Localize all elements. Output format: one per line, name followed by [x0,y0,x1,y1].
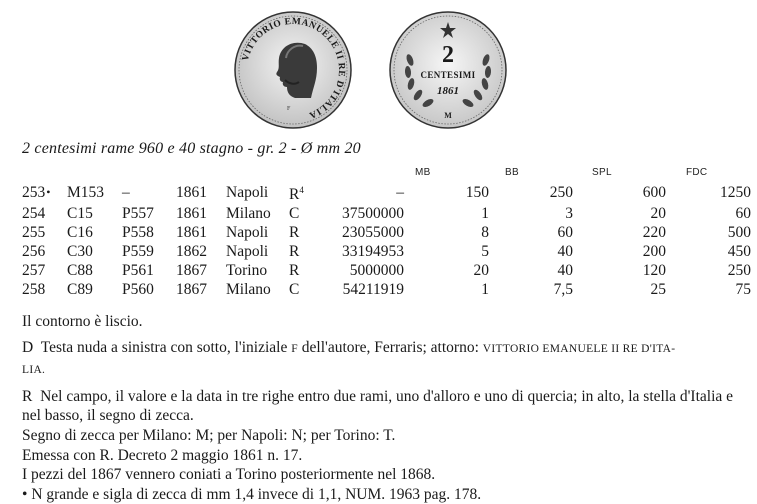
cell-rarity-text: C [289,281,300,299]
cell-bb [489,223,573,242]
cell-ref1 [67,204,122,223]
reverse-value: 2 [442,42,454,68]
cell-fdc-text: 500 [727,224,751,242]
cell-fdc [666,181,751,204]
cell-rarity [289,242,309,261]
table-row [22,280,751,299]
cell-mint-text: Napoli [226,243,269,261]
cell-spl [573,242,666,261]
cell-spl-text: 220 [642,224,666,242]
cell-bb-text: 60 [557,224,573,242]
cell-ref1 [67,181,122,204]
table-row [22,261,751,280]
cell-ref1 [67,242,122,261]
cell-qty [309,181,404,204]
cell-mint-text: Torino [226,262,268,280]
cell-num-text: 255 [22,224,46,242]
table-row [22,204,751,223]
cell-mint-text: Napoli [226,224,269,242]
cell-mint [226,261,289,280]
cell-qty [309,261,404,280]
cell-ref2-text: P560 [122,281,154,299]
cell-mb-text: 5 [481,243,489,261]
cell-mint [226,223,289,242]
cell-fdc [666,223,751,242]
cell-spl-text: 600 [642,184,666,202]
cell-mint [226,242,289,261]
cell-year [176,242,226,261]
cell-year-text: 1861 [176,184,207,202]
cell-mint [226,181,289,204]
reverse-text: Nel campo, il valore e la data in tre righe entro due rami, uno d'alloro e uno di quercia; in alto, la stella d'Italia e nel basso, il segno di zecca. [22,387,734,425]
cell-ref2-text: – [122,184,130,202]
cell-fdc-text: 250 [727,262,751,280]
cell-ref1-text: C30 [67,243,93,261]
cell-num [22,181,67,204]
cell-rarity-text: C [289,205,300,223]
decree-note: Emessa con R. Decreto 2 maggio 1861 n. 17. [22,446,303,464]
cell-rarity [289,204,309,223]
cell-year [176,261,226,280]
cell-ref1-text: M153 [67,184,105,202]
pieces-note: I pezzi del 1867 vennero coniati a Torino posteriormente nel 1868. [22,466,436,484]
cell-spl-text: 120 [642,262,666,280]
cell-ref2 [122,261,176,280]
cell-ref2-text: P559 [122,243,154,261]
reverse-coin-image [388,10,508,130]
cell-fdc-text: 1250 [720,184,751,202]
obverse-text: Testa nuda a sinistra con sotto, l'iniziale [40,338,288,356]
cell-fdc [666,242,751,261]
cell-fdc-text: 60 [735,205,751,223]
cell-bb [489,204,573,223]
cell-num-text: 254 [22,205,46,223]
cell-mb-text: 1 [481,281,489,299]
cell-num-text: 257 [22,262,46,280]
notes [22,312,742,504]
cell-qty [309,223,404,242]
cell-ref2 [122,280,176,299]
cell-bb [489,261,573,280]
cell-bb [489,181,573,204]
obverse-note [22,338,742,381]
cell-year [176,280,226,299]
cell-spl [573,261,666,280]
catalog-table [22,181,751,299]
header-spl: SPL [592,167,612,178]
cell-rarity-text: R [289,224,300,242]
cell-qty [309,204,404,223]
footnote-mark: • [22,485,28,503]
cell-bb-text: 40 [557,262,573,280]
cell-year [176,223,226,242]
cell-qty-text: 37500000 [342,205,404,223]
cell-qty-text: 23055000 [342,224,404,242]
cell-qty-text: 33194953 [342,243,404,261]
cell-spl [573,280,666,299]
cell-num [22,223,67,242]
cell-ref1-text: C89 [67,281,93,299]
cell-ref2 [122,223,176,242]
cell-fdc [666,261,751,280]
cell-mb [404,181,489,204]
cell-ref1 [67,223,122,242]
footnote [22,485,742,504]
cell-bb-text: 40 [557,243,573,261]
cell-num [22,242,67,261]
cell-mb [404,261,489,280]
table-row [22,181,751,204]
cell-year-text: 1867 [176,281,207,299]
cell-mb-text: 20 [473,262,489,280]
obverse-legend: VITTORIO EMANUELE II RE D'ITALIA [240,16,347,120]
cell-rarity [289,280,309,299]
cell-qty-text: 5000000 [349,262,404,280]
cell-mint-text: Napoli [226,184,269,202]
cell-qty [309,242,404,261]
rarity-degree: 4 [299,185,304,195]
cell-ref1-text: C88 [67,262,93,280]
cell-num-text: 253 [22,184,46,202]
cell-fdc [666,280,751,299]
edge-note: Il contorno è liscio. [22,313,143,330]
cell-rarity-text: R [289,243,300,261]
cell-mb [404,242,489,261]
cell-qty [309,280,404,299]
mints-note: Segno di zecca per Milano: M; per Napoli: N; per Torino: T. [22,426,396,444]
cell-mb [404,280,489,299]
cell-bb-text: 250 [549,184,573,202]
cell-bb-text: 3 [565,205,573,223]
obverse-signature: F [287,106,291,112]
cell-mb-text: 1 [481,205,489,223]
table-row [22,242,751,261]
cell-spl-text: 25 [650,281,666,299]
cell-ref2 [122,181,176,204]
coin-description: 2 centesimi rame 960 e 40 stagno - gr. 2 - Ø mm 20 [22,140,361,157]
header-mb: MB [415,167,431,178]
cell-bb [489,242,573,261]
cell-ref2 [122,242,176,261]
table-row [22,223,751,242]
footnote-text: N grande e sigla di zecca di mm 1,4 invece di 1,1, NUM. 1963 pag. 178. [31,485,482,503]
cell-year-text: 1861 [176,224,207,242]
cell-ref1-text: C15 [67,205,93,223]
cell-mint-text: Milano [226,205,271,223]
cell-qty-text: 54211919 [342,281,404,299]
cell-year-text: 1862 [176,243,207,261]
reverse-mintmark: M [444,111,452,120]
cell-rarity [289,181,309,204]
cell-rarity-text: R [289,262,300,280]
obverse-text2: dell'autore, Ferraris; attorno: [301,338,479,356]
variant-mark: • [46,185,51,200]
cell-ref1 [67,261,122,280]
cell-num [22,280,67,299]
cell-ref2-text: P561 [122,262,154,280]
cell-year [176,204,226,223]
cell-year-text: 1867 [176,262,207,280]
reverse-prefix: R [22,387,33,405]
header-fdc: FDC [686,167,708,178]
cell-ref1-text: C16 [67,224,93,242]
cell-mb [404,223,489,242]
cell-mb-text: 8 [481,224,489,242]
cell-mint [226,280,289,299]
cell-fdc-text: 450 [727,243,751,261]
reverse-note [22,387,742,426]
cell-qty-text: – [396,184,404,202]
cell-mb [404,204,489,223]
cell-num-text: 258 [22,281,46,299]
cell-bb-text: 7,5 [553,281,573,299]
cell-spl-text: 200 [642,243,666,261]
cell-rarity [289,261,309,280]
cell-rarity-text: R [289,186,300,204]
header-bb: BB [505,167,519,178]
cell-ref2-text: P558 [122,224,154,242]
cell-spl-text: 20 [650,205,666,223]
cell-fdc-text: 75 [735,281,751,299]
obverse-legend-b: LIA. [22,364,46,377]
cell-mb-text: 150 [465,184,489,202]
reverse-label: CENTESIMI [420,70,476,80]
cell-num [22,261,67,280]
cell-spl [573,223,666,242]
cell-num-text: 256 [22,243,46,261]
cell-num [22,204,67,223]
cell-fdc [666,204,751,223]
reverse-year: 1861 [437,85,459,97]
cell-mint [226,204,289,223]
cell-bb [489,280,573,299]
obverse-initial: F [291,342,298,355]
obverse-prefix: D [22,338,34,356]
cell-mint-text: Milano [226,281,271,299]
cell-ref1 [67,280,122,299]
cell-rarity [289,223,309,242]
cell-spl [573,181,666,204]
cell-spl [573,204,666,223]
obverse-coin-image [233,10,353,130]
cell-year [176,181,226,204]
cell-year-text: 1861 [176,205,207,223]
cell-ref2 [122,204,176,223]
obverse-legend-a: VITTORIO EMANUELE II RE D'ITA- [482,342,676,355]
cell-ref2-text: P557 [122,205,154,223]
